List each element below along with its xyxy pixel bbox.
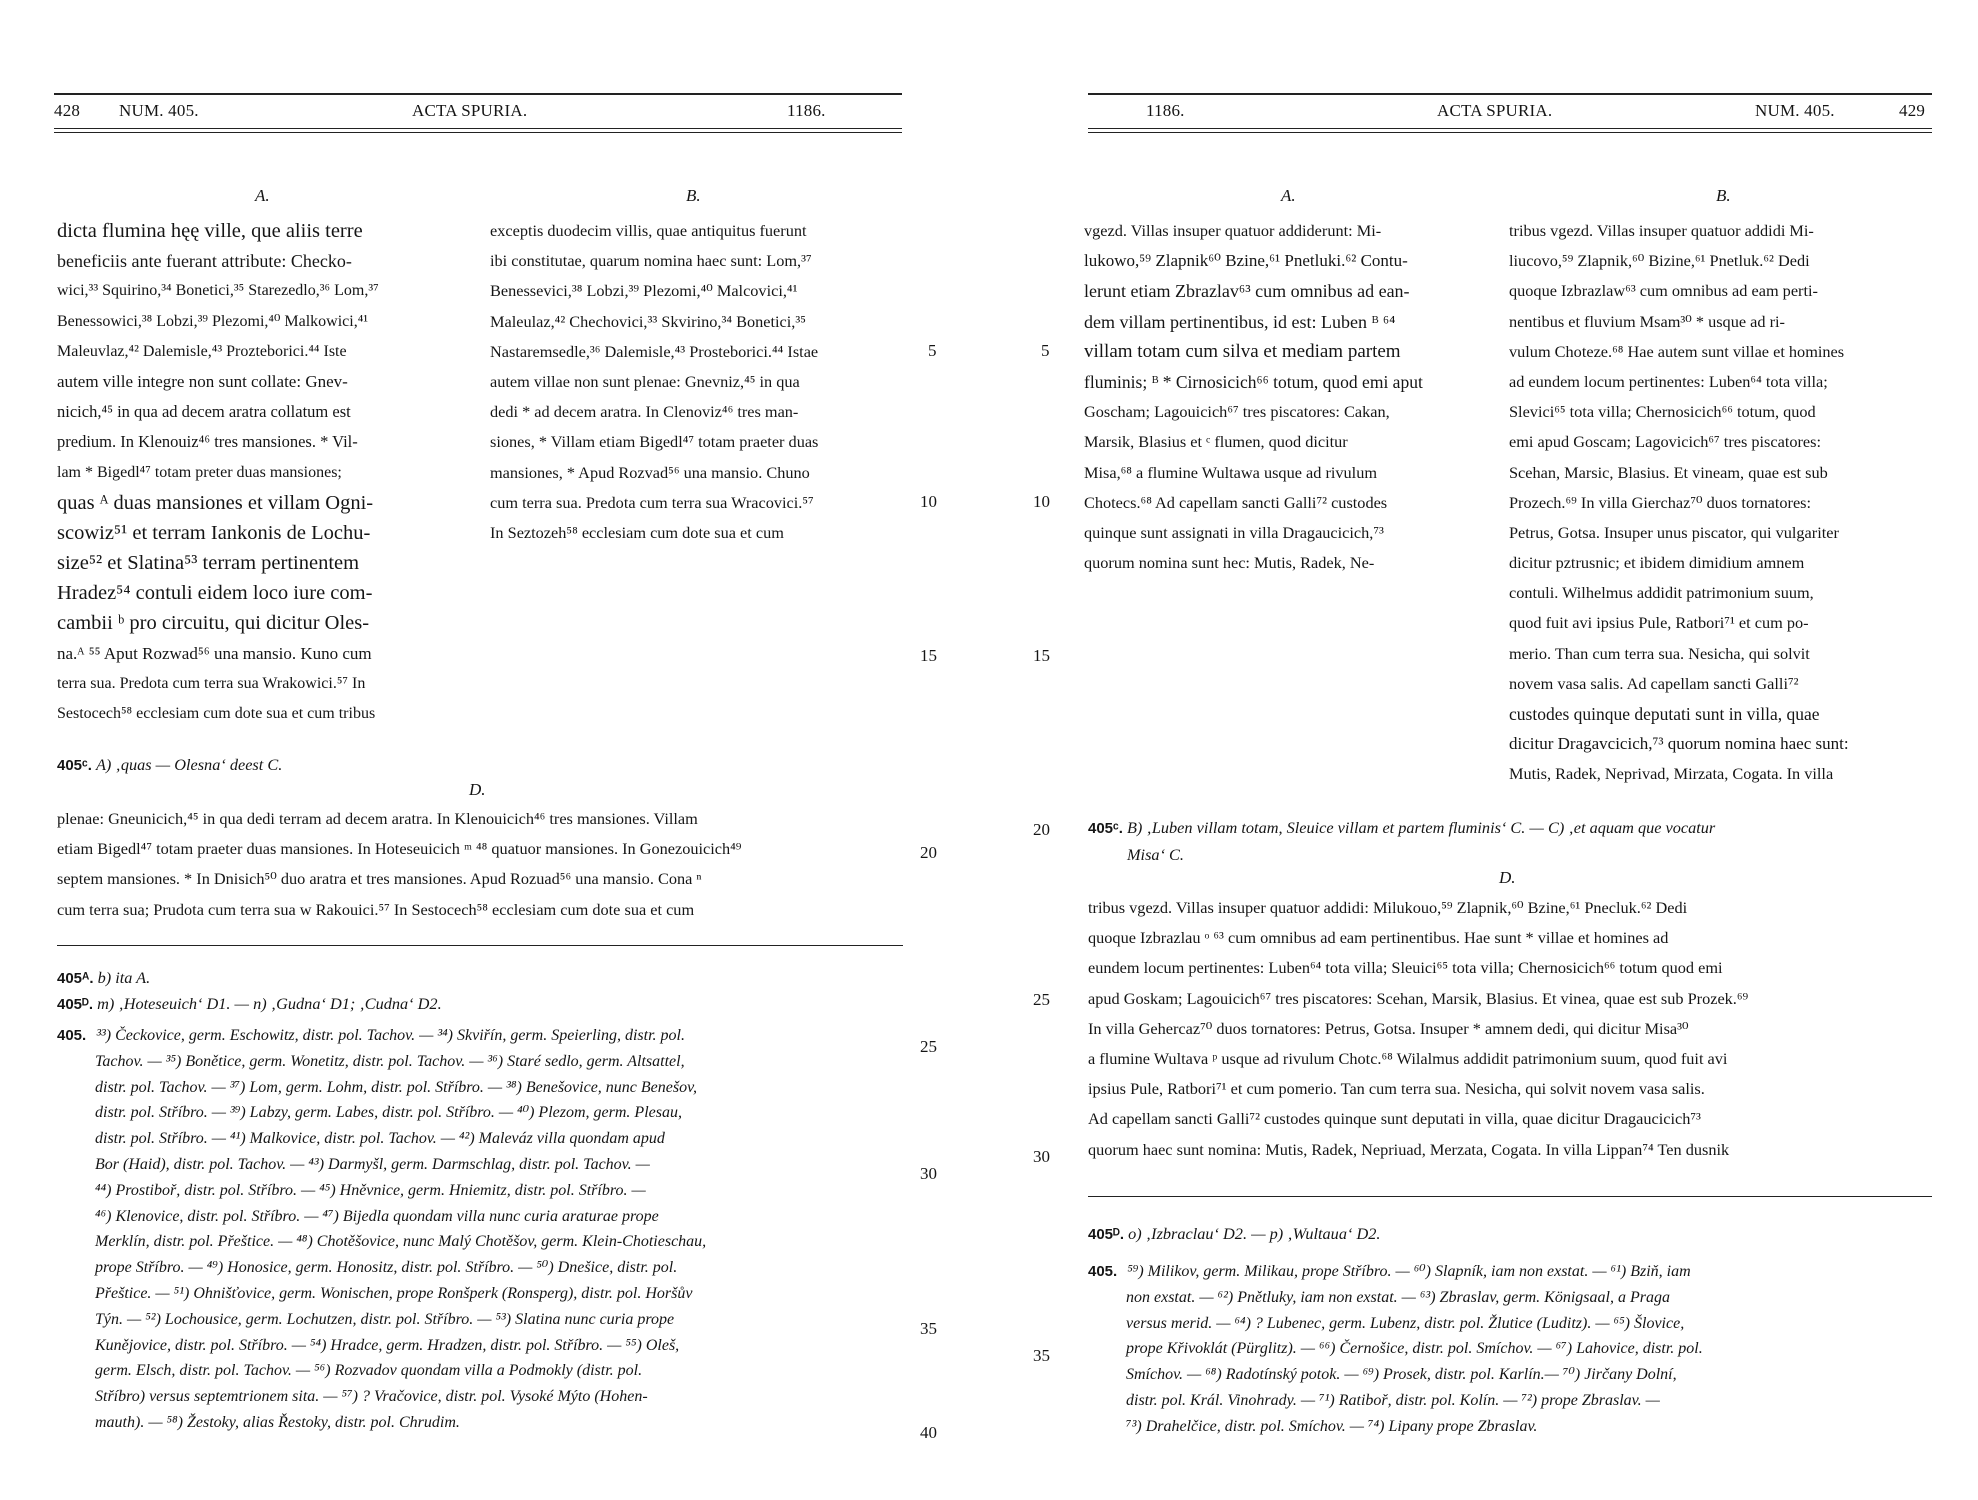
line-number: 30: [1033, 1147, 1050, 1166]
footnote-text: non exstat. — ⁶²) Pnětluky, iam non exstat. — ⁶³) Zbraslav, germ. Königsaal, a Praga: [1126, 1288, 1670, 1306]
footnote-line: [1088, 1311, 1934, 1337]
header-bottom-rule: [54, 128, 902, 129]
footnote-text: mauth). — ⁵⁸) Žestoky, alias Řestoky, distr. pol. Chrudim.: [95, 1413, 460, 1431]
notes-siglum: 405.: [1088, 1263, 1118, 1280]
variant-d-note: [1088, 1224, 1380, 1244]
column-a-text: [1084, 216, 1474, 578]
text-line: Chotecs.⁶⁸ Ad capellam sancti Galli⁷² custodes: [1084, 492, 1388, 512]
column-b-label: B.: [1716, 186, 1731, 205]
line-number: 10: [1033, 492, 1050, 511]
footnotes: [1088, 1259, 1934, 1440]
footnote-text: Týn. — ⁵²) Lochousice, germ. Lochutzen, distr. pol. Stříbro. — ⁵³) Slatina nunc curia prope: [95, 1310, 675, 1328]
column-d-label: D.: [1499, 868, 1516, 887]
variant-siglum: 405ᴰ.: [57, 996, 94, 1013]
line-number: 25: [920, 1037, 937, 1056]
variant-text: B) ‚Luben villam totam, Sleuice villam et partem fluminis‘ C. — C) ‚et aquam que vocatur: [1126, 818, 1716, 837]
footnote-line: [57, 1358, 907, 1384]
variant-a-note: [57, 968, 150, 988]
text-line: vulum Choteze.⁶⁸ Hae autem sunt villae et homines: [1509, 341, 1845, 361]
footnote-text: ³³) Čeckovice, germ. Eschowitz, distr. pol. Tachov. — ³⁴) Skviřín, germ. Speierling, distr. pol.: [96, 1027, 685, 1044]
variant-text: Misa‘ C.: [1127, 845, 1184, 864]
line-number: 20: [1033, 820, 1050, 839]
variant-c-note-continuation: [1127, 845, 1184, 865]
text-line: Maleulaz,⁴² Chechovici,³³ Skvirino,³⁴ Bonetici,³⁵: [490, 311, 806, 331]
line-number: 35: [1033, 1346, 1050, 1365]
right-page: [989, 0, 1978, 1500]
footnote-line: [57, 1229, 907, 1255]
footnote-line: [57, 1075, 907, 1101]
text-line: ipsius Pule, Ratbori⁷¹ et cum pomerio. Tan cum terra sua. Nesicha, qui solvit novem vasa salis.: [1088, 1079, 1705, 1099]
footnote-line: [1088, 1388, 1934, 1414]
footnote-line: [57, 1178, 907, 1204]
notes-separator: [1088, 1196, 1932, 1197]
footnote-text: ⁷³) Drahelčice, distr. pol. Smíchov. — ⁷⁴) Lipany prope Zbraslav.: [1126, 1417, 1538, 1435]
text-line: autem villae non sunt plenae: Gnevniz,⁴⁵ in qua: [490, 371, 800, 391]
footnote-line: [57, 1100, 907, 1126]
text-line: dedi * ad decem aratra. In Clenoviz⁴⁶ tres man-: [490, 402, 799, 422]
page-number: 428: [54, 101, 81, 120]
footnote-line: [1088, 1336, 1934, 1362]
text-line: lerunt etiam Zbrazlav⁶³ cum omnibus ad ean-: [1084, 281, 1410, 302]
notes-separator: [57, 945, 903, 946]
text-line: Maleuvlaz,⁴² Dalemisle,⁴³ Prozteborici.⁴⁴ Iste: [57, 342, 347, 360]
line-number: 30: [920, 1164, 937, 1183]
variant-text: A) ‚quas — Olesna‘ deest C.: [95, 755, 283, 774]
text-line: Benessowici,³⁸ Lobzi,³⁹ Plezomi,⁴⁰ Malkowici,⁴¹: [57, 312, 369, 330]
header-top-rule: [1088, 93, 1932, 95]
text-line: ad eundem locum pertinentes: Luben⁶⁴ tota villa;: [1509, 371, 1828, 391]
footnote-text: ⁵⁹) Milikov, germ. Milikau, prope Stříbro. — ⁶⁰) Slapník, iam non exstat. — ⁶¹) Bziň, iam: [1127, 1263, 1691, 1280]
text-line: In Seztozeh⁵⁸ ecclesiam cum dote sua et cum: [490, 522, 784, 542]
text-line: fluminis; ᴮ * Cirnosicich⁶⁶ totum, quod emi aput: [1084, 371, 1423, 392]
footnote-text: Stříbro) versus septemtrionem sita. — ⁵⁷) ? Vračovice, distr. pol. Vysoké Mýto (Hohen-: [95, 1388, 648, 1406]
page-number: 429: [1899, 101, 1926, 120]
text-line: Misa,⁶⁸ a flumine Wultawa usque ad rivulum: [1084, 462, 1377, 482]
text-line: autem ville integre non sunt collate: Gnev-: [57, 371, 348, 391]
text-line: emi apud Goscam; Lagovicich⁶⁷ tres piscatores:: [1509, 432, 1822, 452]
footnote-line: [57, 1307, 907, 1333]
footnote-text: germ. Elsch, distr. pol. Tachov. — ⁵⁶) Rozvadov quondam villa a Podmokly (distr. pol.: [95, 1362, 643, 1380]
column-d-text: [1088, 893, 1932, 1165]
footnote-line: [57, 1281, 907, 1307]
footnote-text: prope Křivoklát (Pürglitz). — ⁶⁶) Černošice, distr. pol. Smíchov. — ⁶⁷) Lahovice, distr. pol.: [1126, 1340, 1703, 1358]
text-line: quorum nomina sunt hec: Mutis, Radek, Ne-: [1084, 553, 1375, 573]
line-number: 15: [920, 646, 937, 665]
text-line: cambii ᵇ pro circuitu, qui dicitur Oles-: [57, 612, 370, 635]
footnote-text: Smíchov. — ⁶⁸) Radotínský potok. — ⁶⁹) Prosek, distr. pol. Karlín.— ⁷⁰) Jirčany Dolní,: [1126, 1366, 1677, 1384]
text-line: dicta flumina hęę ville, que aliis terre: [57, 220, 363, 242]
text-line: Petrus, Gotsa. Insuper unus piscator, qui vulgariter: [1509, 522, 1839, 542]
text-line: quinque sunt assignati in villa Dragaucicich,⁷³: [1084, 522, 1384, 542]
text-line: mansiones, * Apud Rozvad⁵⁶ una mansio. Chuno: [490, 462, 810, 482]
document-number: NUM. 405.: [119, 101, 199, 120]
footnote-text: distr. pol. Stříbro. — ⁴¹) Malkovice, distr. pol. Tachov. — ⁴²) Maleváz villa quondam apud: [95, 1130, 665, 1148]
text-line: Nastaremsedle,³⁶ Dalemisle,⁴³ Prosteborici.⁴⁴ Istae: [490, 341, 819, 361]
text-line: merio. Than cum terra sua. Nesicha, qui solvit: [1509, 643, 1810, 663]
text-line: Scehan, Marsic, Blasius. Et vineam, quae est sub: [1509, 462, 1828, 482]
footnote-text: versus merid. — ⁶⁴) ? Lubenec, germ. Lubenz, distr. pol. Žlutice (Luditz). — ⁶⁵) Šlovice,: [1126, 1314, 1685, 1332]
text-line: lukowo,⁵⁹ Zlapnik⁶⁰ Bzine,⁶¹ Pnetluki.⁶² Contu-: [1084, 251, 1408, 271]
text-line: tribus vgezd. Villas insuper quatuor addidi: Milukouo,⁵⁹ Zlapnik,⁶⁰ Bzine,⁶¹ Pnecluk.⁶² Dedi: [1088, 898, 1688, 917]
document-year: 1186.: [787, 101, 826, 120]
text-line: lam * Bigedl⁴⁷ totam preter duas mansiones;: [57, 463, 342, 481]
footnote-text: Bor (Haid), distr. pol. Tachov. — ⁴³) Darmyšl, germ. Darmschlag, distr. pol. Tachov. —: [95, 1155, 650, 1173]
text-line: beneficiis ante fuerant attribute: Checko-: [57, 251, 352, 272]
footnote-line: [57, 1410, 907, 1436]
footnote-line: [57, 1152, 907, 1178]
line-number: 40: [920, 1423, 937, 1442]
text-line: cum terra sua. Predota cum terra sua Wracovici.⁵⁷: [490, 492, 814, 512]
text-line: quoque Izbrazlaw⁶³ cum omnibus ad eam perti-: [1509, 281, 1818, 301]
footnote-line: [1088, 1362, 1934, 1388]
footnote-line: [57, 1255, 907, 1281]
footnote-line: [1088, 1414, 1934, 1440]
footnote-line: [1088, 1285, 1934, 1311]
column-b-label: B.: [686, 186, 701, 205]
line-number: 5: [928, 341, 937, 360]
footnote-line: [57, 1049, 907, 1075]
text-line: eundem locum pertinentes: Luben⁶⁴ tota villa; Sleuici⁶⁵ tota villa; Chernosicich⁶⁶ totum quod emi: [1088, 958, 1723, 978]
text-line: novem vasa salis. Ad capellam sancti Galli⁷²: [1509, 673, 1799, 693]
column-a-label: A.: [1281, 186, 1296, 205]
header-top-rule: [54, 93, 902, 95]
footnote-text: Merklín, distr. pol. Přeštice. — ⁴⁸) Chotěšovice, nunc Malý Chotěšov, germ. Klein-Chotieschau,: [95, 1233, 707, 1251]
variant-c-note: [1088, 818, 1715, 838]
column-b-text: [1509, 216, 1929, 790]
text-line: Hradez⁵⁴ contuli eidem loco iure com-: [57, 582, 373, 605]
variant-siglum: 405ᶜ.: [1088, 820, 1123, 837]
text-line: Marsik, Blasius et ᶜ flumen, quod dicitur: [1084, 432, 1348, 452]
footnote-text: Kunějovice, distr. pol. Stříbro. — ⁵⁴) Hradce, germ. Hradzen, distr. pol. Stříbro. — ⁵⁵) Oleš,: [95, 1336, 680, 1354]
text-line: Ad capellam sancti Galli⁷² custodes quinque sunt deputati in villa, quae dicitur Dragaucicich⁷³: [1088, 1109, 1701, 1129]
text-line: contuli. Wilhelmus addidit patrimonium suum,: [1509, 583, 1814, 603]
text-line: plenae: Gneunicich,⁴⁵ in qua dedi terram ad decem aratra. In Klenouicich⁴⁶ tres mansiones. Villam: [57, 809, 698, 828]
text-line: vgezd. Villas insuper quatuor addiderunt: Mi-: [1084, 221, 1382, 240]
column-d-label: D.: [469, 780, 486, 799]
text-line: quoque Izbrazlau ᵒ ⁶³ cum omnibus ad eam pertinentibus. Hae sunt * villae et homines ad: [1088, 928, 1669, 948]
text-line: dicitur pztrusnic; et ibidem dimidium amnem: [1509, 553, 1805, 573]
text-line: Benessevici,³⁸ Lobzi,³⁹ Plezomi,⁴⁰ Malcovici,⁴¹: [490, 281, 798, 301]
column-b-text: [490, 216, 900, 548]
footnote-line: [57, 1333, 907, 1359]
footnote-text: ⁴⁴) Prostiboř, distr. pol. Stříbro. — ⁴⁵) Hněvnice, germ. Hniemitz, distr. pol. Stříbro. —: [95, 1181, 646, 1199]
column-d-text: [57, 804, 903, 925]
line-number: 25: [1033, 990, 1050, 1009]
footnote-text: distr. pol. Král. Vinohrady. — ⁷¹) Ratiboř, distr. pol. Kolín. — ⁷²) prope Zbraslav. —: [1126, 1391, 1660, 1409]
document-year: 1186.: [1146, 101, 1185, 120]
footnote-text: Přeštice. — ⁵¹) Ohnišťovice, germ. Wonischen, prope Ronšperk (Ronsperg), distr. pol. Horšův: [95, 1284, 693, 1302]
variant-text: m) ‚Hoteseuich‘ D1. — n) ‚Gudna‘ D1; ‚Cudna‘ D2.: [97, 994, 442, 1013]
text-line: quas ᴬ duas mansiones et villam Ogni-: [57, 491, 374, 514]
line-number: 15: [1033, 646, 1050, 665]
running-title: ACTA SPURIA.: [412, 101, 528, 120]
text-line: cum terra sua; Prudota cum terra sua w Rakouici.⁵⁷ In Sestocech⁵⁸ ecclesiam cum dote sua et cum: [57, 899, 695, 919]
footnote-text: distr. pol. Tachov. — ³⁷) Lom, germ. Lohm, distr. pol. Stříbro. — ³⁸) Benešovice, nunc Benešov,: [95, 1078, 698, 1096]
text-line: predium. In Klenouiz⁴⁶ tres mansiones. * Vil-: [57, 432, 358, 452]
text-line: ibi constitutae, quarum nomina haec sunt: Lom,³⁷: [490, 251, 812, 271]
text-line: tribus vgezd. Villas insuper quatuor addidi Mi-: [1509, 221, 1814, 240]
text-line: Prozech.⁶⁹ In villa Gierchaz⁷⁰ duos tornatores:: [1509, 492, 1812, 512]
footnote-text: Tachov. — ³⁵) Bonětice, germ. Wonetitz, distr. pol. Tachov. — ³⁶) Staré sedlo, germ. Altsattel,: [95, 1052, 685, 1070]
header-bottom-rule-2: [1088, 132, 1932, 133]
text-line: siones, * Villam etiam Bigedl⁴⁷ totam praeter duas: [490, 432, 819, 452]
text-line: Mutis, Radek, Neprivad, Mirzata, Cogata. In villa: [1509, 764, 1834, 784]
text-line: scowiz⁵¹ et terram Iankonis de Lochu-: [57, 521, 371, 544]
running-title: ACTA SPURIA.: [1437, 101, 1553, 120]
line-number: 35: [920, 1319, 937, 1338]
text-line: nentibus et fluvium Msam³⁰ * usque ad ri-: [1509, 311, 1785, 331]
text-line: na.ᴬ ⁵⁵ Aput Rozwad⁵⁶ una mansio. Kuno cum: [57, 643, 372, 663]
line-number: 10: [920, 492, 937, 511]
text-line: septem mansiones. * In Dnisich⁵⁰ duo aratra et tres mansiones. Apud Rozuad⁵⁶ una mansio. Cona ⁿ: [57, 869, 702, 889]
text-line: Slevici⁶⁵ tota villa; Chernosicich⁶⁶ totum, quod: [1509, 402, 1816, 422]
text-line: custodes quinque deputati sunt in villa, quae: [1509, 704, 1820, 724]
text-line: dicitur Dragavcicich,⁷³ quorum nomina haec sunt:: [1509, 734, 1849, 754]
footnote-line: [57, 1023, 907, 1049]
footnote-text: ⁴⁶) Klenovice, distr. pol. Stříbro. — ⁴⁷) Bijedla quondam villa nunc curia araturae prope: [95, 1207, 659, 1225]
variant-c-note: [57, 755, 282, 775]
text-line: Goscham; Lagouicich⁶⁷ tres piscatores: Cakan,: [1084, 402, 1390, 422]
document-number: NUM. 405.: [1755, 101, 1835, 120]
text-line: exceptis duodecim villis, quae antiquitus fuerunt: [490, 221, 807, 240]
footnote-line: [57, 1126, 907, 1152]
footnote-line: [57, 1384, 907, 1410]
footnote-line: [1088, 1259, 1934, 1285]
notes-siglum: 405.: [57, 1027, 87, 1044]
text-line: dem villam pertinentibus, id est: Luben ᴮ ⁶⁴: [1084, 311, 1396, 332]
variant-siglum: 405ᶜ.: [57, 757, 92, 774]
text-line: In villa Gehercaz⁷⁰ duos tornatores: Petrus, Gotsa. Insuper * amnem dedi, qui dicitur Misa³⁰: [1088, 1018, 1689, 1038]
line-number: 5: [1041, 341, 1050, 360]
column-a-label: A.: [255, 186, 270, 205]
header-bottom-rule: [1088, 128, 1932, 129]
footnote-text: distr. pol. Stříbro. — ³⁹) Labzy, germ. Labes, distr. pol. Stříbro. — ⁴⁰) Plezom, germ. Plesau,: [95, 1104, 682, 1122]
header-bottom-rule-2: [54, 132, 902, 133]
text-line: quorum haec sunt nomina: Mutis, Radek, Nepriuad, Merzata, Cogata. In villa Lippan⁷⁴ Ten dusnik: [1088, 1139, 1730, 1159]
variant-text: b) ita A.: [97, 968, 151, 987]
text-line: a flumine Wultava ᵖ usque ad rivulum Chotc.⁶⁸ Wilalmus addidit patrimonium suum, quod fuit avi: [1088, 1048, 1728, 1068]
footnotes: [57, 1023, 907, 1436]
variant-text: o) ‚Izbraclau‘ D2. — p) ‚Wultaua‘ D2.: [1128, 1224, 1381, 1243]
text-line: nicich,⁴⁵ in qua ad decem aratra collatum est: [57, 402, 351, 422]
variant-d-note: [57, 994, 442, 1014]
text-line: terra sua. Predota cum terra sua Wrakowici.⁵⁷ In: [57, 674, 366, 692]
footnote-text: prope Stříbro. — ⁴⁹) Honosice, germ. Honositz, distr. pol. Stříbro. — ⁵⁰) Dnešice, distr. pol.: [95, 1259, 678, 1277]
variant-siglum: 405ᴰ.: [1088, 1226, 1125, 1243]
text-line: apud Goskam; Lagouicich⁶⁷ tres piscatores: Scehan, Marsik, Blasius. Et vinea, quae est sub Prozek.⁶⁹: [1088, 988, 1749, 1008]
text-line: Sestocech⁵⁸ ecclesiam cum dote sua et cum tribus: [57, 705, 376, 722]
footnote-line: [57, 1204, 907, 1230]
variant-siglum: 405ᴬ.: [57, 970, 94, 987]
column-a-text: [57, 216, 465, 729]
text-line: size⁵² et Slatina⁵³ terram pertinentem: [57, 552, 360, 575]
text-line: villam totam cum silva et mediam partem: [1084, 340, 1401, 362]
line-number: 20: [920, 843, 937, 862]
text-line: wici,³³ Squirino,³⁴ Bonetici,³⁵ Starezedlo,³⁶ Lom,³⁷: [57, 282, 379, 300]
text-line: etiam Bigedl⁴⁷ totam praeter duas mansiones. In Hoteseuicich ᵐ ⁴⁸ quatuor mansiones. In Gonezouicich⁴⁹: [57, 839, 742, 859]
text-line: quod fuit avi ipsius Pule, Ratbori⁷¹ et cum po-: [1509, 613, 1809, 633]
text-line: liucovo,⁵⁹ Zlapnik,⁶⁰ Bizine,⁶¹ Pnetluk.⁶² Dedi: [1509, 251, 1810, 271]
